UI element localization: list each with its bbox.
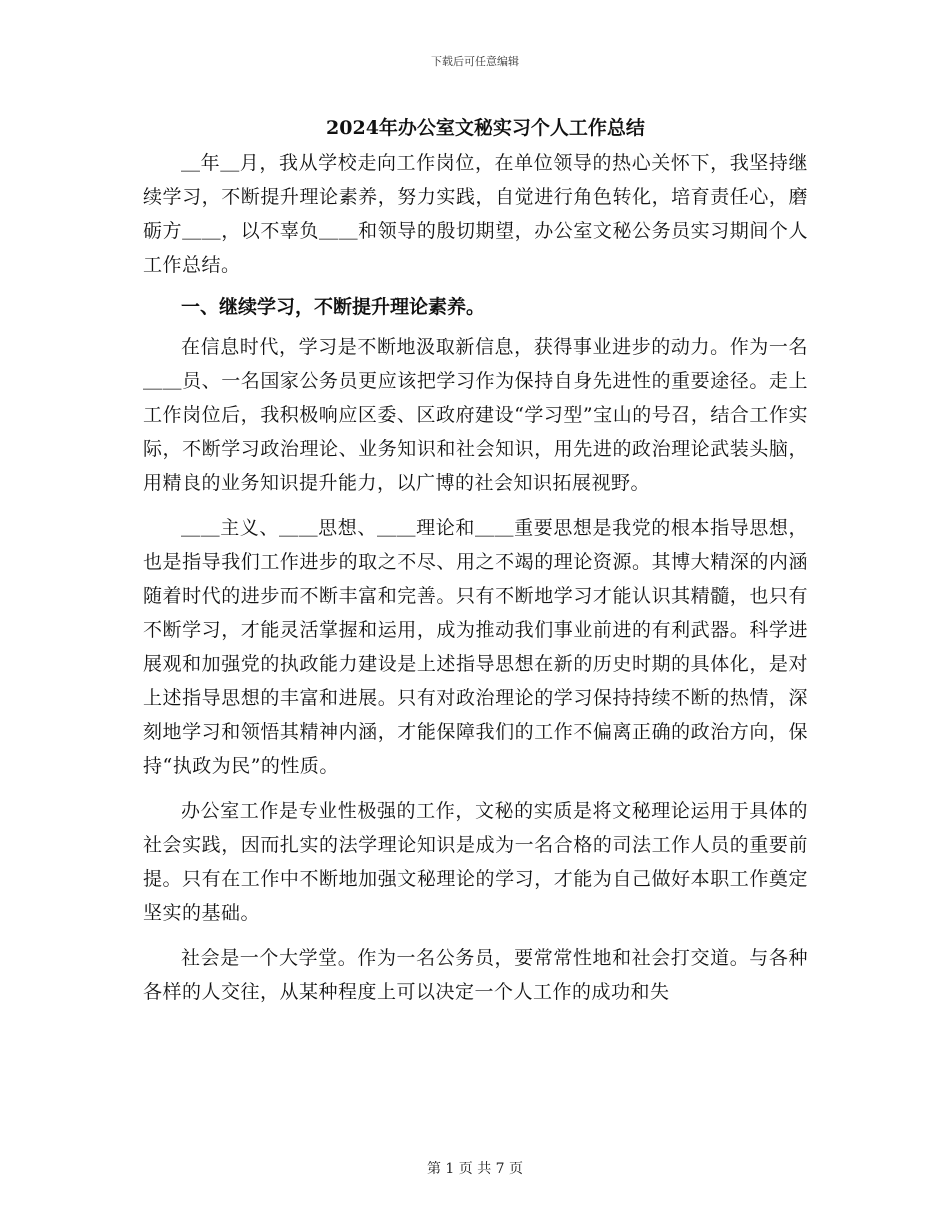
document-body xyxy=(143,110,808,1009)
page-header: 下载后可任意编辑 xyxy=(431,55,519,68)
intro-paragraph: ＿年＿月，我从学校走向工作岗位，在单位领导的热心关怀下，我坚持继续学习，不断提升理论素养，努力实践，自觉进行角色转化，培育责任心，磨砺方＿＿，以不辜负＿＿和领导的殷切期望，办公室文秘公务员实习期间个人工作总结。 xyxy=(143,152,808,276)
body-paragraph: 社会是一个大学堂。作为一名公务员，要常常性地和社会打交道。与各种各样的人交往，从某种程度上可以决定一个人工作的成功和失 xyxy=(143,947,808,1003)
page-number: 第 1 页 共 7 页 xyxy=(426,1161,524,1177)
body-paragraph: 在信息时代，学习是不断地汲取新信息，获得事业进步的动力。作为一名＿＿员、一名国家公务员更应该把学习作为保持自身先进性的重要途径。走上工作岗位后，我积极响应区委、区政府建设“学习型”宝山的号召，结合工作实际，不断学习政治理论、业务知识和社会知识，用先进的政治理论武装头脑，用精良的业务知识提升能力，以广博的社会知识拓展视野。 xyxy=(143,336,808,494)
document-title: 2024年办公室文秘实习个人工作总结 xyxy=(326,117,645,139)
body-paragraph: ＿＿主义、＿＿思想、＿＿理论和＿＿重要思想是我党的根本指导思想，也是指导我们工作进步的取之不尽、用之不竭的理论资源。其博大精深的内涵随着时代的进步而不断丰富和完善。只有不断地学习才能认识其精髓，也只有不断学习，才能灵活掌握和运用，成为推动我们事业前进的有利武器。科学进展观和加强党的执政能力建设是上述指导思想在新的历史时期的具体化，是对上述指导思想的丰富和进展。只有对政治理论的学习保持持续不断的热情，深刻地学习和领悟其精神内涵，才能保障我们的工作不偏离正确的政治方向，保持“执政为民”的性质。 xyxy=(143,517,808,777)
body-paragraph: 办公室工作是专业性极强的工作，文秘的实质是将文秘理论运用于具体的社会实践，因而扎实的法学理论知识是成为一名合格的司法工作人员的重要前提。只有在工作中不断地加强文秘理论的学习，才能为自己做好本职工作奠定坚实的基础。 xyxy=(143,800,808,924)
section-heading: 一、继续学习，不断提升理论素养。 xyxy=(181,296,486,318)
